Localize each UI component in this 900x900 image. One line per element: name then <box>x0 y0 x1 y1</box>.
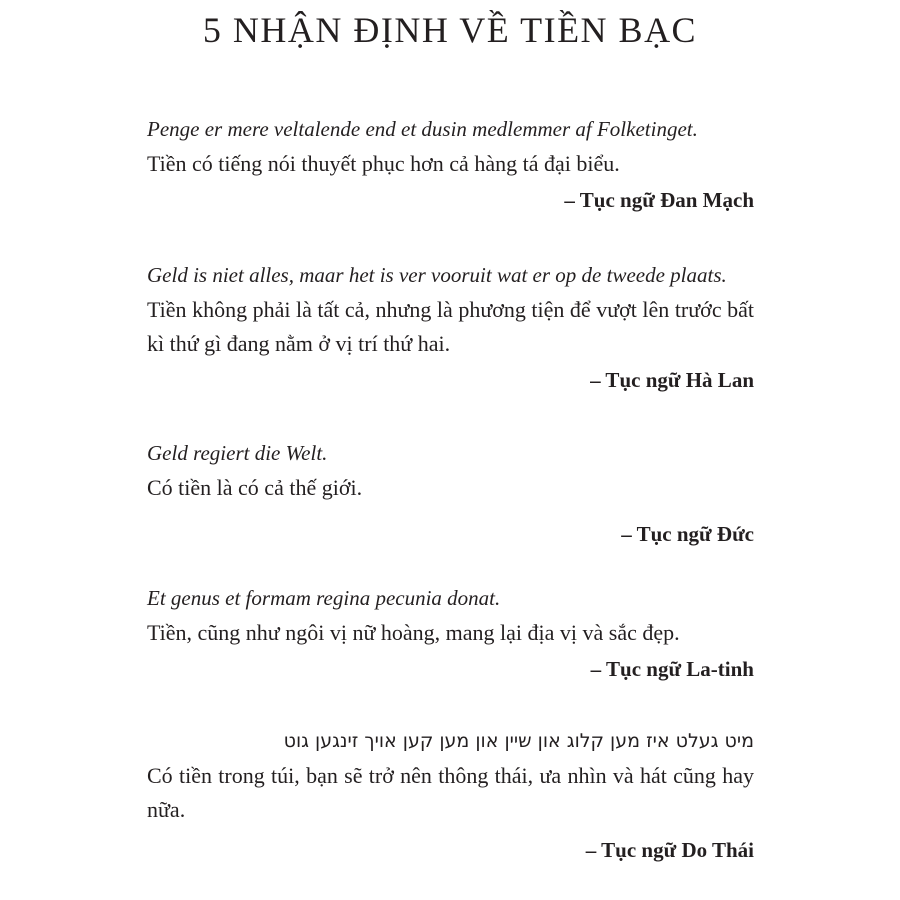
quote-original: Geld is niet alles, maar het is ver vooruit wat er op de tweede plaats. <box>147 263 727 287</box>
quote-original: Penge er mere veltalende end et dusin medlemmer af Folketinget. <box>147 117 698 141</box>
page-title: 5 NHẬN ĐỊNH VỀ TIỀN BẠC <box>202 10 698 50</box>
quote-dutch <box>147 259 754 395</box>
quote-source: – Tục ngữ Đan Mạch <box>564 188 754 212</box>
quote-translation: Có tiền là có cả thế giới. <box>147 475 363 500</box>
quote-original: Geld regiert die Welt. <box>147 441 328 465</box>
quote-german <box>147 437 754 549</box>
quote-source: – Tục ngữ Hà Lan <box>590 368 754 392</box>
quote-translation: Có tiền trong túi, bạn sẽ trở nên thông thái, ưa nhìn và hát cũng hay nữa. <box>147 763 754 822</box>
quote-translation: Tiền, cũng như ngôi vị nữ hoàng, mang lại địa vị và sắc đẹp. <box>147 620 680 645</box>
quote-yiddish <box>147 726 754 865</box>
quote-source: – Tục ngữ Do Thái <box>585 838 754 862</box>
quote-source: – Tục ngữ Đức <box>621 522 754 546</box>
quote-translation: Tiền có tiếng nói thuyết phục hơn cả hàng tá đại biểu. <box>147 151 620 176</box>
quote-original: Et genus et formam regina pecunia donat. <box>147 586 501 610</box>
quote-translation: Tiền không phải là tất cả, nhưng là phương tiện để vượt lên trước bất kì thứ gì đang nằm ở vị trí thứ hai. <box>147 297 754 356</box>
quote-latin <box>147 582 754 684</box>
quote-source: – Tục ngữ La-tinh <box>590 657 754 681</box>
quote-danish <box>147 113 754 215</box>
quote-original: מיט געלט איז מען קלוג און שיין און מען קען אויך זינגען גוט <box>283 730 754 752</box>
